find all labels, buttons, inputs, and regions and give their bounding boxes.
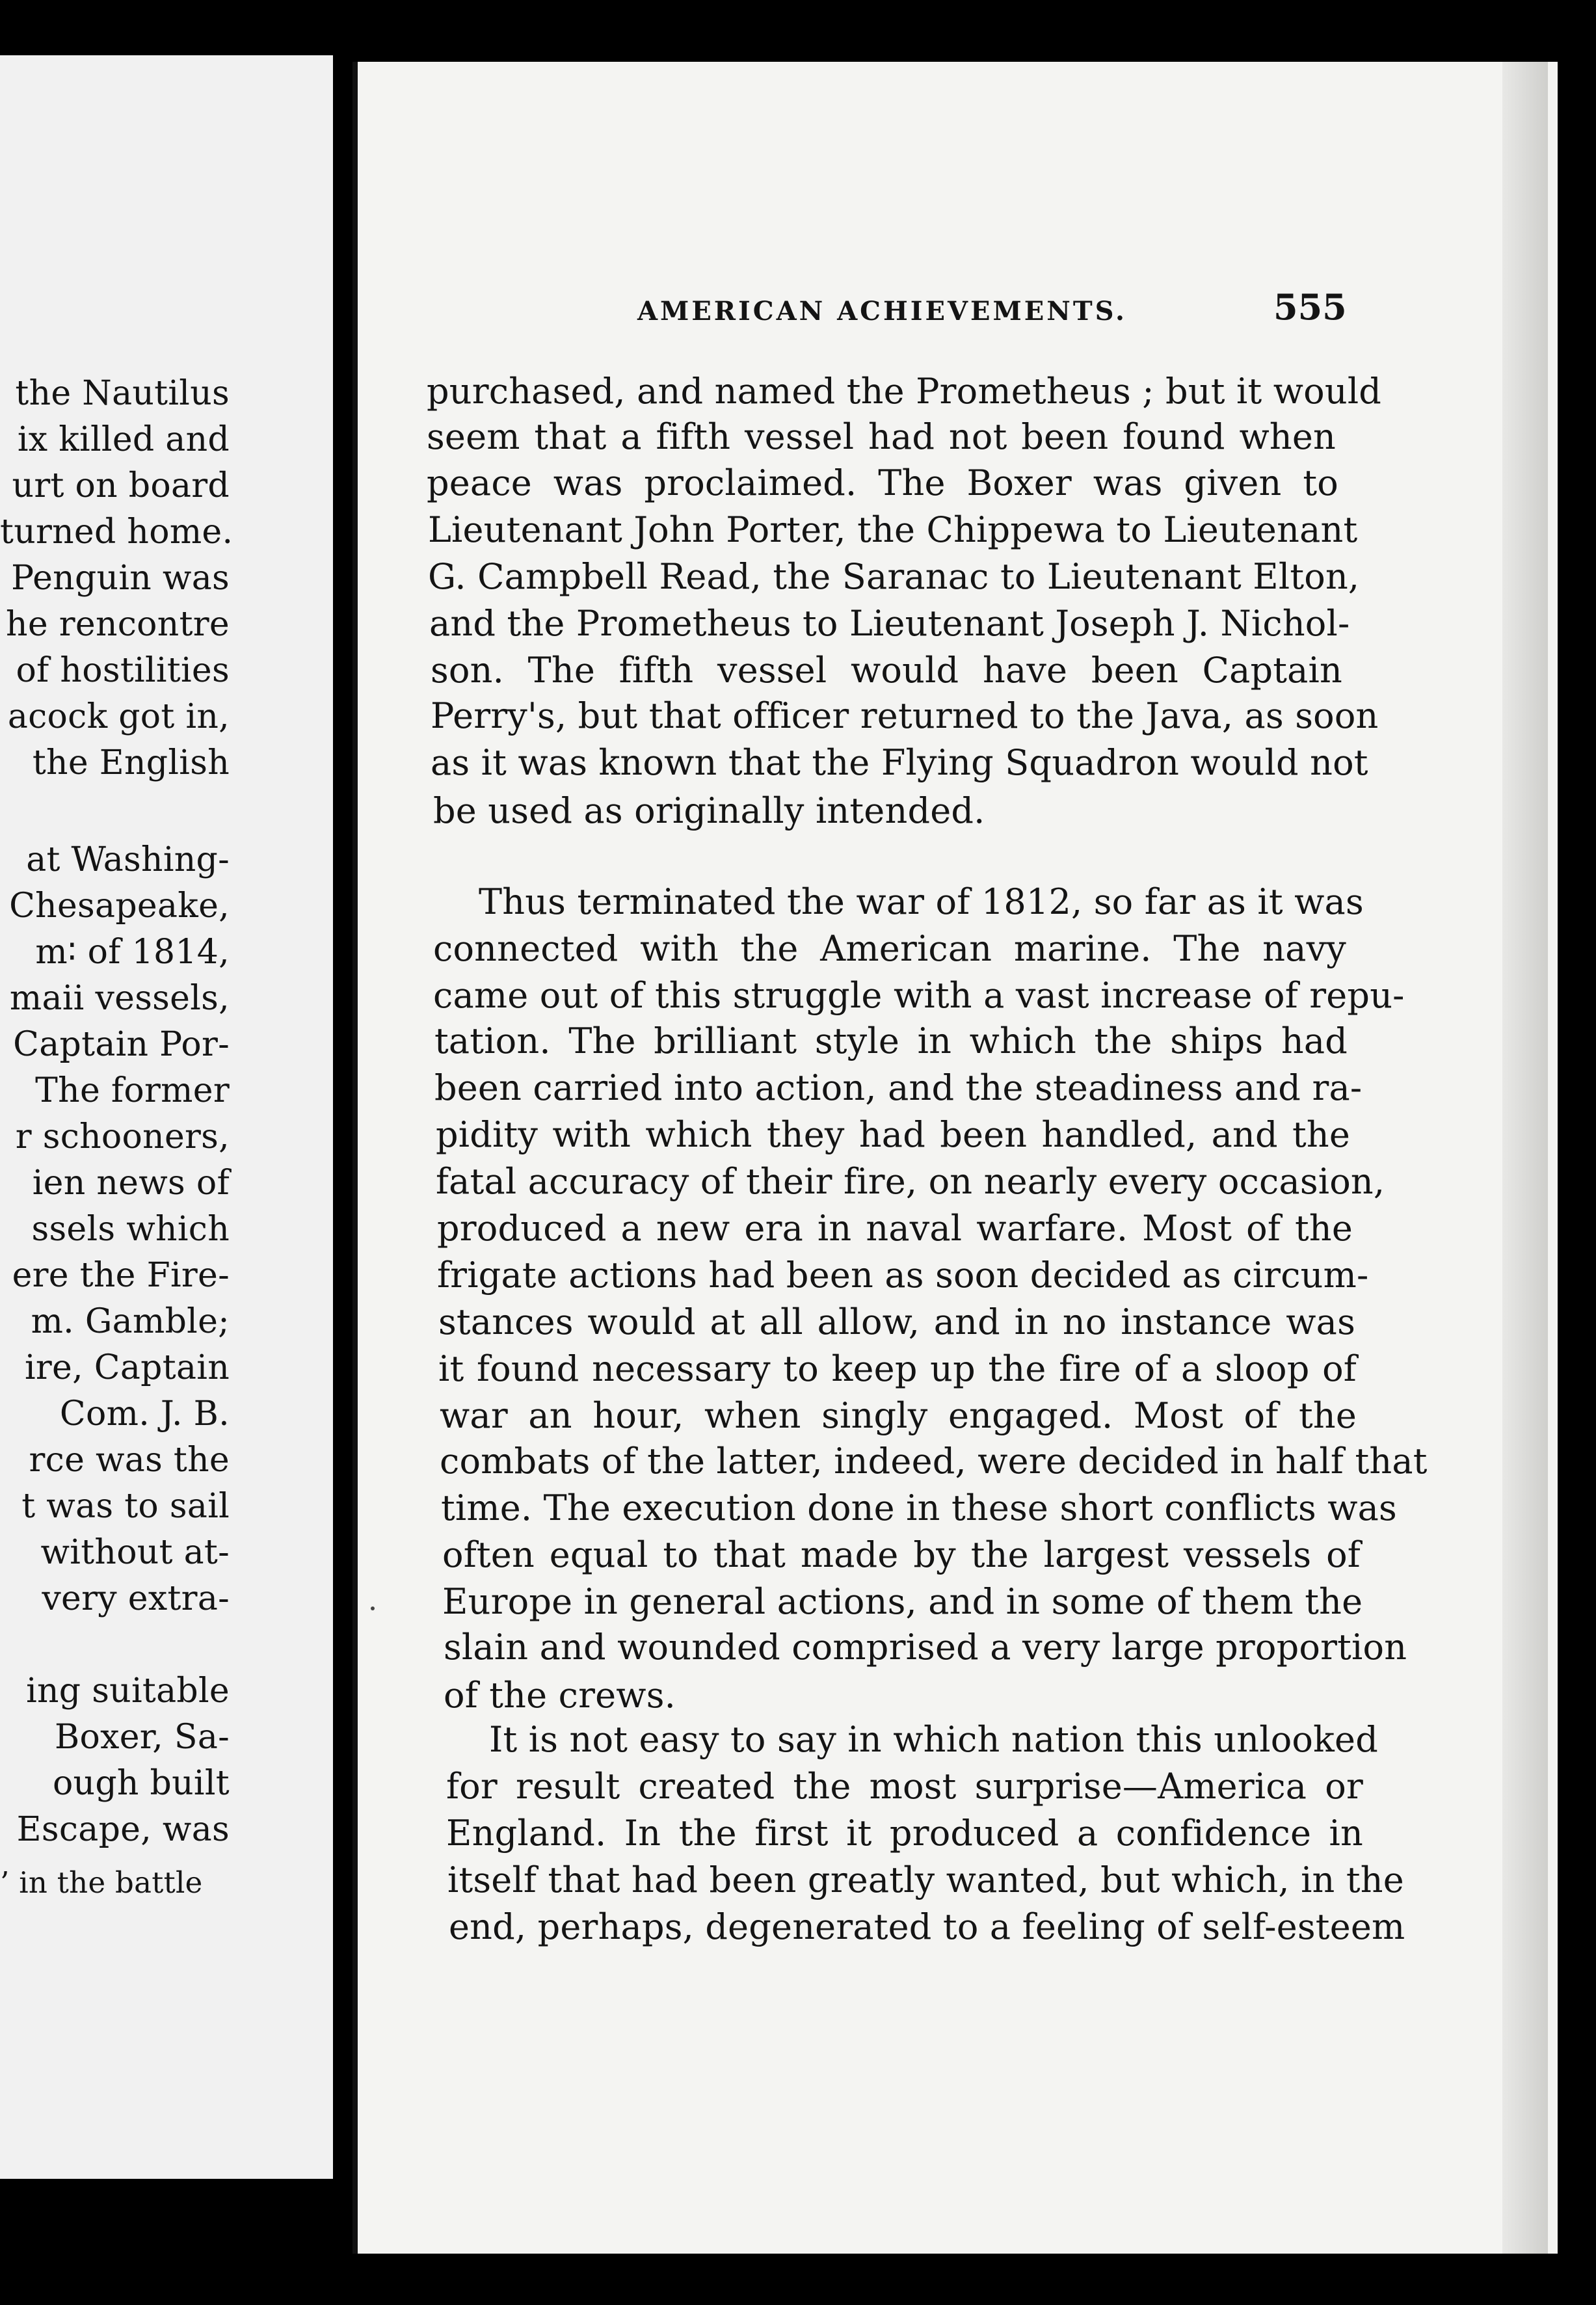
left-page (0, 55, 333, 2179)
body-line: seem that a fifth vessel had not been found when (427, 416, 1336, 457)
left-line: very extra- (42, 1579, 230, 1618)
margin-speck (371, 1606, 375, 1610)
body-line: fatal accuracy of their fire, on nearly every occasion, (436, 1161, 1385, 1202)
left-line: t was to sail (21, 1487, 230, 1526)
left-line: Boxer, Sa- (54, 1718, 230, 1757)
body-line: son. The fifth vessel would have been Captain (431, 650, 1342, 691)
left-line: ough built (52, 1764, 230, 1803)
body-line: itself that had been greatly wanted, but which, in the (447, 1859, 1404, 1900)
left-line: The former (35, 1071, 230, 1110)
left-line: of hostilities (16, 651, 230, 690)
body-line: pidity with which they had been handled, and the (436, 1114, 1350, 1155)
left-line: maii vessels, (9, 979, 230, 1018)
book-gutter (333, 0, 352, 2305)
body-line: often equal to that made by the largest vessels of (442, 1534, 1361, 1575)
running-head: AMERICAN ACHIEVEMENTS. (637, 296, 1127, 326)
body-line: for result created the most surprise—America or (446, 1766, 1363, 1807)
body-line: Thus terminated the war of 1812, so far as it was (479, 881, 1364, 922)
body-line: as it was known that the Flying Squadron would not (431, 742, 1368, 783)
page-number: 555 (1273, 286, 1347, 328)
body-line: stances would at all allow, and in no instance was (438, 1301, 1355, 1342)
left-line: r schooners, (15, 1117, 230, 1156)
body-line: tation. The brilliant style in which the ships had (434, 1020, 1348, 1061)
body-line: time. The execution done in these short conflicts was (441, 1487, 1397, 1528)
left-line: the English (32, 743, 230, 782)
body-line: Perry's, but that officer returned to the Java, as soon (431, 695, 1379, 736)
left-line: at Washing- (26, 840, 230, 879)
body-line: produced a new era in naval warfare. Most of the (437, 1208, 1353, 1249)
body-line: war an hour, when singly engaged. Most of the (440, 1395, 1357, 1436)
body-line: combats of the latter, indeed, were decided in half that (440, 1441, 1428, 1482)
left-line: without at- (40, 1533, 230, 1572)
left-line: turned home. (0, 513, 233, 552)
body-line: G. Campbell Read, the Saranac to Lieutenant Elton, (428, 556, 1360, 597)
body-line: peace was proclaimed. The Boxer was given to (427, 462, 1338, 503)
body-line: connected with the American marine. The navy (433, 928, 1346, 969)
body-line: Lieutenant John Porter, the Chippewa to Lieutenant (428, 509, 1358, 550)
body-line: end, perhaps, degenerated to a feeling of self-esteem (449, 1906, 1405, 1947)
left-line: ssels which (31, 1210, 230, 1249)
left-line: Chesapeake, (9, 886, 230, 926)
body-line: slain and wounded comprised a very large proportion (444, 1627, 1407, 1668)
left-line: ing suitable (26, 1672, 230, 1711)
left-line: Captain Por- (13, 1025, 230, 1064)
body-line: Europe in general actions, and in some of them the (442, 1581, 1363, 1622)
page-edge (1502, 62, 1548, 2254)
body-line: of the crews. (444, 1675, 676, 1716)
body-line: it found necessary to keep up the fire of a sloop of (438, 1348, 1357, 1389)
left-line: acock got in, (7, 697, 230, 736)
body-line: be used as originally intended. (433, 790, 985, 831)
left-line: Penguin was (11, 559, 230, 598)
left-line: ire, Captain (24, 1348, 230, 1387)
left-line: ere the Fire- (12, 1256, 230, 1295)
left-line: urt on board (12, 466, 230, 505)
body-line: frigate actions had been as soon decided as circum- (437, 1255, 1369, 1296)
left-line: ien news of (32, 1164, 230, 1203)
left-line: m∶ of 1814, (35, 933, 230, 972)
left-line: rce was the (29, 1441, 230, 1480)
body-line: came out of this struggle with a vast increase of repu- (433, 975, 1405, 1016)
left-line: m. Gamble; (31, 1302, 230, 1341)
body-line: been carried into action, and the steadiness and ra- (434, 1067, 1363, 1108)
left-line: Escape, was (16, 1810, 230, 1849)
left-line: he rencontre (6, 605, 230, 644)
body-line: purchased, and named the Prometheus ; but it would (427, 371, 1382, 412)
body-line: England. In the first it produced a confidence in (446, 1813, 1363, 1854)
left-line: Com. J. B. (59, 1394, 230, 1433)
left-footnote: ’ in the battle (0, 1865, 203, 1900)
left-line: the Nautilus (15, 374, 230, 413)
body-line: and the Prometheus to Lieutenant Joseph J. Nichol- (429, 603, 1350, 644)
body-line: It is not easy to say in which nation this unlooked (489, 1719, 1378, 1760)
left-line: ix killed and (17, 420, 230, 459)
